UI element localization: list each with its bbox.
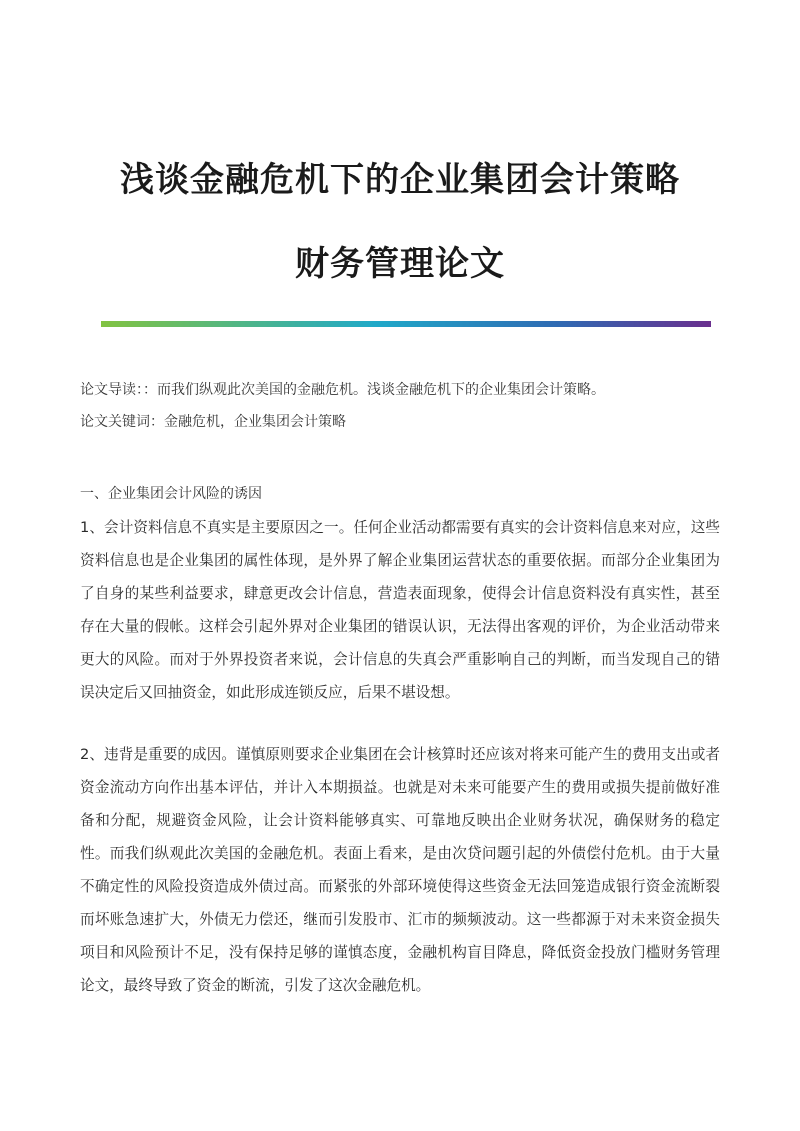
document-title-line-2: 财务管理论文	[295, 244, 505, 284]
document-title-line-1: 浅谈金融危机下的企业集团会计策略	[120, 160, 680, 200]
keywords-line: 论文关键词：金融危机，企业集团会计策略	[80, 414, 346, 430]
title-divider	[101, 321, 711, 327]
section-heading-1: 一、企业集团会计风险的诱因	[80, 486, 262, 502]
paragraph-1: 1、会计资料信息不真实是主要原因之一。任何企业活动都需要有真实的会计资料信息来对应，这些资料信息也是企业集团的属性体现，是外界了解企业集团运营状态的重要依据。而部分企业集团为了自身的某些利益要求，肆意更改会计信息，营造表面现象，使得会计信息资料没有真实性，甚至存在大量的假帐。这样会引起外界对企业集团的错误认识，无法得出客观的评价，为企业活动带来更大的风险。而对于外界投资者来说，会计信息的失真会严重影响自己的判断，而当发现自己的错误决定后又回抽资金，如此形成连锁反应，后果不堪设想。	[80, 519, 720, 701]
paragraph-2: 2、违背是重要的成因。谨慎原则要求企业集团在会计核算时还应该对将来可能产生的费用支出或者资金流动方向作出基本评估，并计入本期损益。也就是对未来可能要产生的费用或损失提前做好准备和分配，规避资金风险，让会计资料能够真实、可靠地反映出企业财务状况，确保财务的稳定性。而我们纵观此次美国的金融危机。表面上看来，是由次贷问题引起的外债偿付危机。由于大量不确定性的风险投资造成外债过高。而紧张的外部环境使得这些资金无法回笼造成银行资金流断裂而坏账急速扩大，外债无力偿还，继而引发股市、汇市的频频波动。这一些都源于对未来资金损失项目和风险预计不足，没有保持足够的谨慎态度，金融机构盲目降息，降低资金投放门槛财务管理论文，最终导致了资金的断流，引发了这次金融危机。	[80, 746, 720, 994]
abstract-guide: 论文导读：：而我们纵观此次美国的金融危机。浅谈金融危机下的企业集团会计策略。	[80, 382, 605, 398]
